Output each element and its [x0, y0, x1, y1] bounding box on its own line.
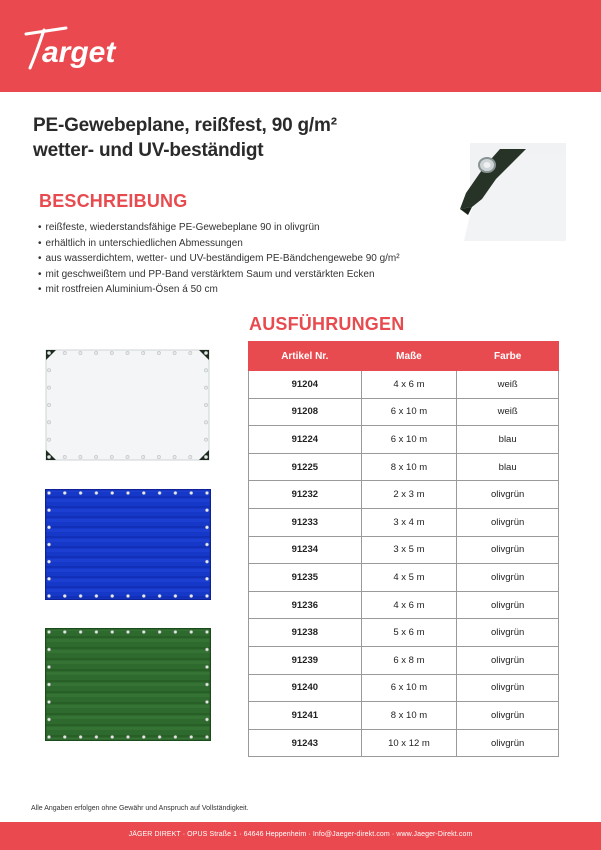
grommet [47, 665, 50, 668]
cell-size: 6 x 10 m [361, 426, 457, 454]
cell-size: 3 x 4 m [361, 508, 457, 536]
grommet [79, 455, 82, 458]
grommet [47, 543, 50, 546]
table-row [249, 674, 559, 702]
grommet [205, 526, 208, 529]
grommet [47, 630, 50, 633]
grommet [47, 491, 50, 494]
grommet [205, 491, 208, 494]
grommet [47, 718, 50, 721]
table-row [249, 481, 559, 509]
tarp-corner-image [456, 143, 566, 241]
grommet [95, 491, 98, 494]
grommet [204, 438, 207, 441]
grommet [204, 403, 207, 406]
grommet [47, 403, 50, 406]
cell-color: olivgrün [457, 591, 559, 619]
grommet [110, 455, 113, 458]
table-row [249, 508, 559, 536]
table-row [249, 536, 559, 564]
grommet [190, 594, 193, 597]
cell-article-number: 91239 [249, 646, 362, 674]
cell-color: olivgrün [457, 619, 559, 647]
cell-size: 4 x 6 m [361, 591, 457, 619]
grommet [205, 700, 208, 703]
grommet [126, 491, 129, 494]
white-tarp-image [45, 349, 210, 461]
table-row [249, 371, 559, 399]
grommet [174, 491, 177, 494]
grommet [111, 735, 114, 738]
grommet [47, 369, 50, 372]
grommet [111, 594, 114, 597]
cell-color: olivgrün [457, 646, 559, 674]
variants-heading: AUSFÜHRUNGEN [249, 314, 405, 334]
grommet [63, 455, 66, 458]
grommet [142, 455, 145, 458]
grommet [205, 543, 208, 546]
cell-article-number: 91233 [249, 508, 362, 536]
cell-size: 3 x 5 m [361, 536, 457, 564]
cell-article-number: 91224 [249, 426, 362, 454]
disclaimer: Alle Angaben erfolgen ohne Gewähr und Anspruch auf Vollständigkeit. [31, 805, 249, 812]
cell-article-number: 91234 [249, 536, 362, 564]
grommet [205, 683, 208, 686]
grommet [95, 630, 98, 633]
grommet [110, 351, 113, 354]
grommet [47, 700, 50, 703]
grommet [79, 491, 82, 494]
svg-text:arget: arget [42, 36, 116, 69]
title-line-2: wetter- und UV-beständigt [33, 140, 264, 161]
description-heading: BESCHREIBUNG [39, 191, 188, 211]
cell-size: 6 x 8 m [361, 646, 457, 674]
grommet [205, 560, 208, 563]
grommet [205, 735, 208, 738]
grommet [205, 718, 208, 721]
list-item: • aus wasserdichtem, wetter- und UV-beständigem PE-Bändchengewebe 90 g/m² [38, 251, 400, 267]
grommet [95, 594, 98, 597]
grommet [158, 594, 161, 597]
cell-color: weiß [457, 371, 559, 399]
cell-color: olivgrün [457, 564, 559, 592]
grommet [190, 735, 193, 738]
table-row [249, 453, 559, 481]
page-title [33, 113, 337, 163]
grommet [95, 735, 98, 738]
grommet [126, 735, 129, 738]
grommet [190, 630, 193, 633]
grommet [204, 351, 207, 354]
grommet [205, 577, 208, 580]
grommet [142, 735, 145, 738]
table-row [249, 426, 559, 454]
cell-color: olivgrün [457, 508, 559, 536]
grommet [205, 509, 208, 512]
cell-color: olivgrün [457, 729, 559, 757]
grommet [47, 560, 50, 563]
grommet [47, 735, 50, 738]
grommet [79, 735, 82, 738]
cell-article-number: 91208 [249, 398, 362, 426]
grommet [126, 351, 129, 354]
grommet [158, 630, 161, 633]
grommet [47, 526, 50, 529]
green-tarp-image [45, 628, 211, 741]
grommet [190, 491, 193, 494]
grommet [126, 630, 129, 633]
cell-article-number: 91238 [249, 619, 362, 647]
grommet [205, 594, 208, 597]
description-list [38, 220, 400, 298]
grommet [174, 594, 177, 597]
cell-article-number: 91235 [249, 564, 362, 592]
grommet [173, 455, 176, 458]
table-row [249, 619, 559, 647]
grommet [142, 351, 145, 354]
grommet [47, 648, 50, 651]
cell-size: 4 x 6 m [361, 371, 457, 399]
grommet [63, 735, 66, 738]
table-row [249, 564, 559, 592]
list-item: • erhältlich in unterschiedlichen Abmessungen [38, 236, 400, 252]
cell-article-number: 91236 [249, 591, 362, 619]
grommet [63, 491, 66, 494]
cell-size: 2 x 3 m [361, 481, 457, 509]
grommet [47, 421, 50, 424]
cell-article-number: 91240 [249, 674, 362, 702]
grommet [111, 491, 114, 494]
cell-size: 4 x 5 m [361, 564, 457, 592]
table-row [249, 702, 559, 730]
table-row [249, 729, 559, 757]
list-item: • mit geschweißtem und PP-Band verstärktem Saum und verstärkten Ecken [38, 267, 400, 283]
variants-table [248, 341, 559, 757]
table-row [249, 591, 559, 619]
grommet [158, 735, 161, 738]
grommet [205, 665, 208, 668]
cell-color: olivgrün [457, 481, 559, 509]
cell-color: olivgrün [457, 674, 559, 702]
grommet [205, 648, 208, 651]
grommet [174, 735, 177, 738]
grommet [47, 509, 50, 512]
grommet [63, 630, 66, 633]
grommet [95, 455, 98, 458]
grommet [204, 369, 207, 372]
table-header-row [249, 342, 559, 371]
grommet [142, 594, 145, 597]
table-row [249, 646, 559, 674]
cell-color: olivgrün [457, 702, 559, 730]
grommet [47, 386, 50, 389]
cell-color: blau [457, 453, 559, 481]
column-header-size: Maße [361, 342, 457, 371]
grommet [95, 351, 98, 354]
cell-article-number: 91225 [249, 453, 362, 481]
grommet [126, 594, 129, 597]
grommet [47, 351, 50, 354]
blue-tarp-image [45, 489, 211, 600]
grommet [47, 438, 50, 441]
grommet [189, 351, 192, 354]
grommet [158, 491, 161, 494]
cell-size: 6 x 10 m [361, 398, 457, 426]
cell-article-number: 91241 [249, 702, 362, 730]
grommet [111, 630, 114, 633]
grommet [47, 594, 50, 597]
grommet [47, 683, 50, 686]
grommet [189, 455, 192, 458]
cell-size: 8 x 10 m [361, 702, 457, 730]
cell-size: 8 x 10 m [361, 453, 457, 481]
grommet [157, 455, 160, 458]
cell-article-number: 91232 [249, 481, 362, 509]
list-item: • mit rostfreien Aluminium-Ösen á 50 cm [38, 282, 400, 298]
grommet [47, 577, 50, 580]
column-header-color: Farbe [457, 342, 559, 371]
cell-size: 10 x 12 m [361, 729, 457, 757]
cell-color: weiß [457, 398, 559, 426]
grommet [79, 630, 82, 633]
cell-color: blau [457, 426, 559, 454]
grommet [63, 594, 66, 597]
footer-bar [0, 822, 601, 850]
cell-article-number: 91243 [249, 729, 362, 757]
grommet [204, 421, 207, 424]
grommet [79, 594, 82, 597]
cell-color: olivgrün [457, 536, 559, 564]
cell-article-number: 91204 [249, 371, 362, 399]
cell-size: 5 x 6 m [361, 619, 457, 647]
title-line-1: PE-Gewebeplane, reißfest, 90 g/m² [33, 115, 337, 136]
list-item: • reißfeste, wiederstandsfähige PE-Gewebeplane 90 in olivgrün [38, 220, 400, 236]
table-row [249, 398, 559, 426]
grommet [126, 455, 129, 458]
column-header-article: Artikel Nr. [249, 342, 362, 371]
grommet [205, 630, 208, 633]
grommet [174, 630, 177, 633]
target-logo [22, 22, 142, 74]
grommet [204, 455, 207, 458]
grommet [173, 351, 176, 354]
grommet [63, 351, 66, 354]
grommet [142, 491, 145, 494]
header-bar [0, 0, 601, 92]
cell-size: 6 x 10 m [361, 674, 457, 702]
grommet [79, 351, 82, 354]
footer-contact: JÄGER DIREKT · OPUS Straße 1 · 64646 Heppenheim · Info@Jaeger-direkt.com · www.Jaeger-Direkt.com [128, 831, 473, 838]
grommet [47, 455, 50, 458]
grommet [157, 351, 160, 354]
grommet [142, 630, 145, 633]
grommet [204, 386, 207, 389]
